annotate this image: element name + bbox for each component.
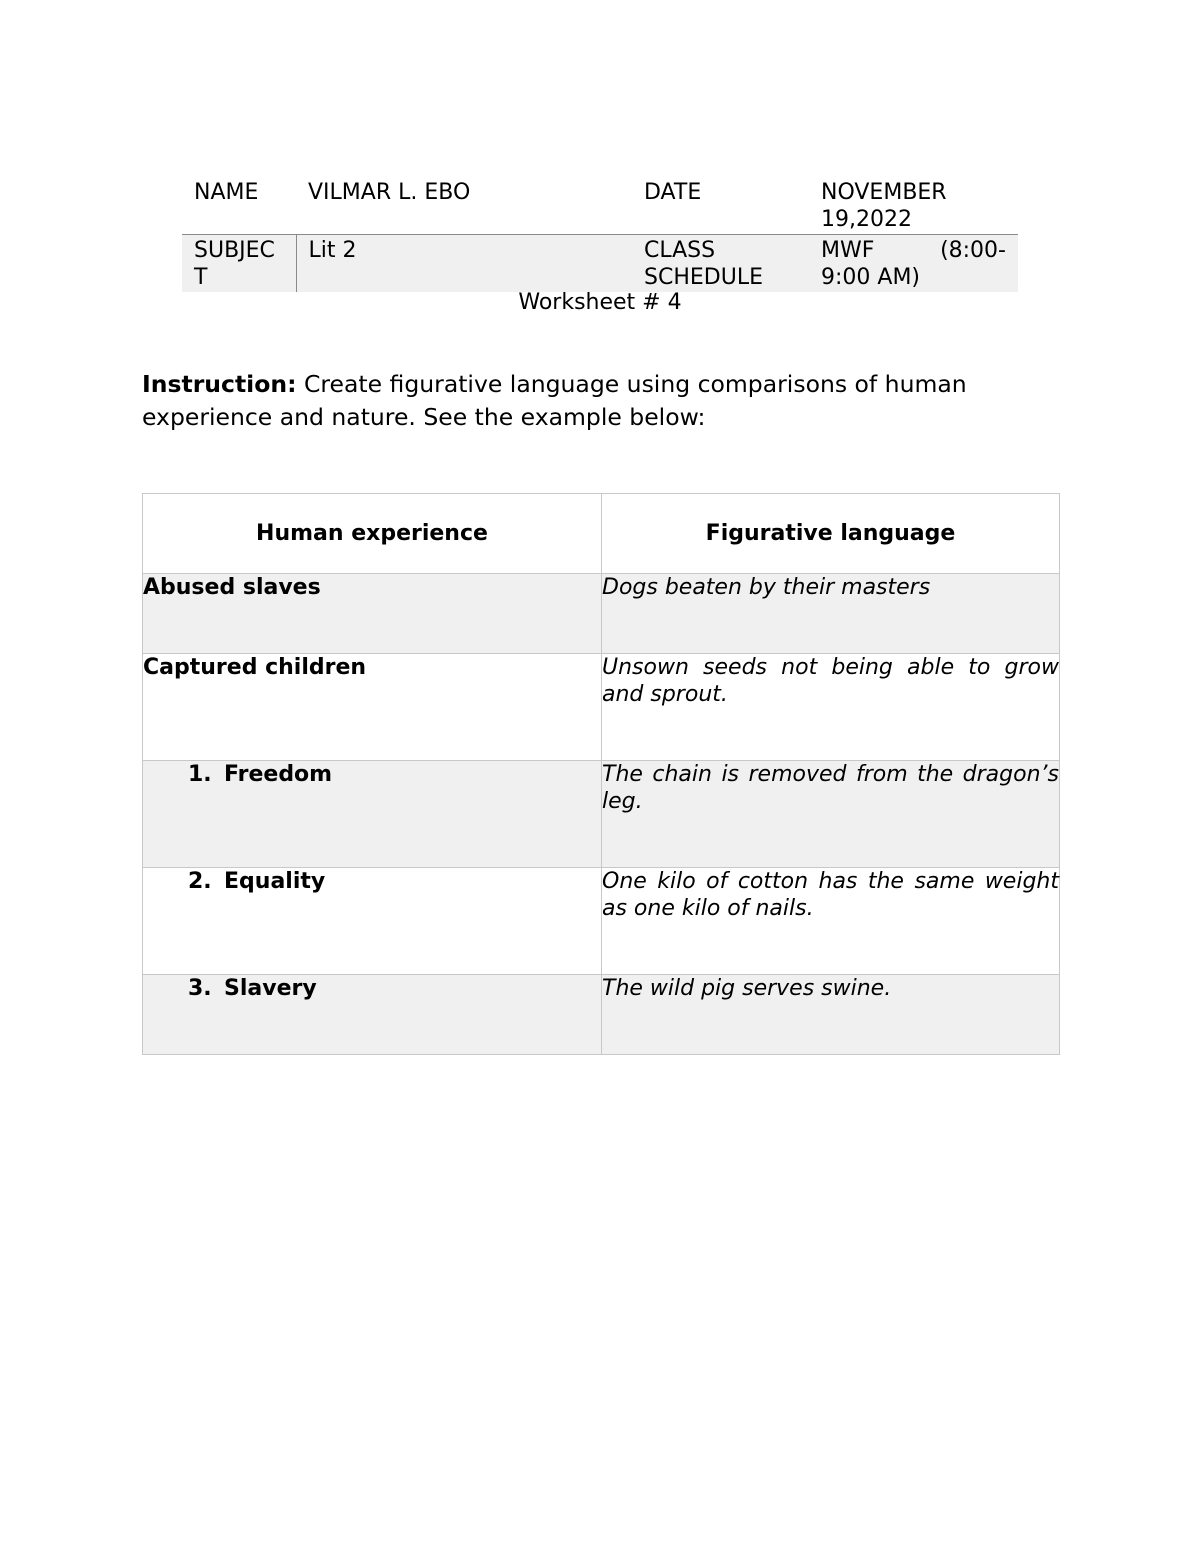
name-label: NAME <box>182 177 296 235</box>
table-row <box>143 868 1060 975</box>
figurative-cell: Dogs beaten by their masters <box>602 574 1060 654</box>
table-row <box>143 574 1060 654</box>
schedule-value-line2: 9:00 AM) <box>821 265 921 290</box>
subject-label-line2: T <box>194 265 208 290</box>
column-header-human-experience: Human experience <box>143 494 602 574</box>
schedule-time-start: (8:00- <box>940 238 1006 263</box>
student-info-table <box>182 177 1018 292</box>
figurative-cell: Unsown seeds not being able to grow and sprout. <box>602 654 1060 761</box>
schedule-label-line1: CLASS <box>644 238 716 263</box>
figurative-cell: The chain is removed from the dragon’s leg. <box>602 761 1060 868</box>
date-value <box>809 177 1018 235</box>
experience-text: Freedom <box>224 762 333 787</box>
table-header-row <box>143 494 1060 574</box>
instruction-label: Instruction: <box>142 370 297 398</box>
experience-cell <box>143 975 602 1055</box>
instruction-paragraph <box>142 368 1042 434</box>
schedule-label <box>632 235 809 293</box>
instruction-text: Create figurative language using comparisons of human experience and nature. See the example below: <box>142 370 967 431</box>
figurative-cell: The wild pig serves swine. <box>602 975 1060 1055</box>
column-header-figurative-language: Figurative language <box>602 494 1060 574</box>
table-row <box>143 654 1060 761</box>
subject-label-line1: SUBJEC <box>194 238 275 263</box>
table-row <box>143 761 1060 868</box>
item-number: 2. <box>188 869 212 894</box>
date-value-line1: NOVEMBER <box>821 180 947 205</box>
info-row-subject-schedule <box>182 235 1018 293</box>
subject-label <box>182 235 296 293</box>
schedule-days: MWF <box>821 238 875 263</box>
schedule-value-line1 <box>821 237 1006 264</box>
date-label: DATE <box>632 177 809 235</box>
experience-text: Equality <box>224 869 326 894</box>
experience-cell <box>143 868 602 975</box>
date-value-line2: 19,2022 <box>821 207 912 232</box>
experience-text: Slavery <box>224 976 317 1001</box>
subject-value: Lit 2 <box>296 235 632 293</box>
table-row <box>143 975 1060 1055</box>
experience-cell: Abused slaves <box>143 574 602 654</box>
info-row-name-date <box>182 177 1018 235</box>
figurative-language-table <box>142 493 1060 1055</box>
name-value: VILMAR L. EBO <box>296 177 632 235</box>
item-number: 3. <box>188 976 212 1001</box>
schedule-value <box>809 235 1018 293</box>
experience-cell <box>143 761 602 868</box>
schedule-label-line2: SCHEDULE <box>644 265 763 290</box>
worksheet-title: Worksheet # 4 <box>518 290 682 315</box>
experience-cell: Captured children <box>143 654 602 761</box>
figurative-cell: One kilo of cotton has the same weight as one kilo of nails. <box>602 868 1060 975</box>
item-number: 1. <box>188 762 212 787</box>
